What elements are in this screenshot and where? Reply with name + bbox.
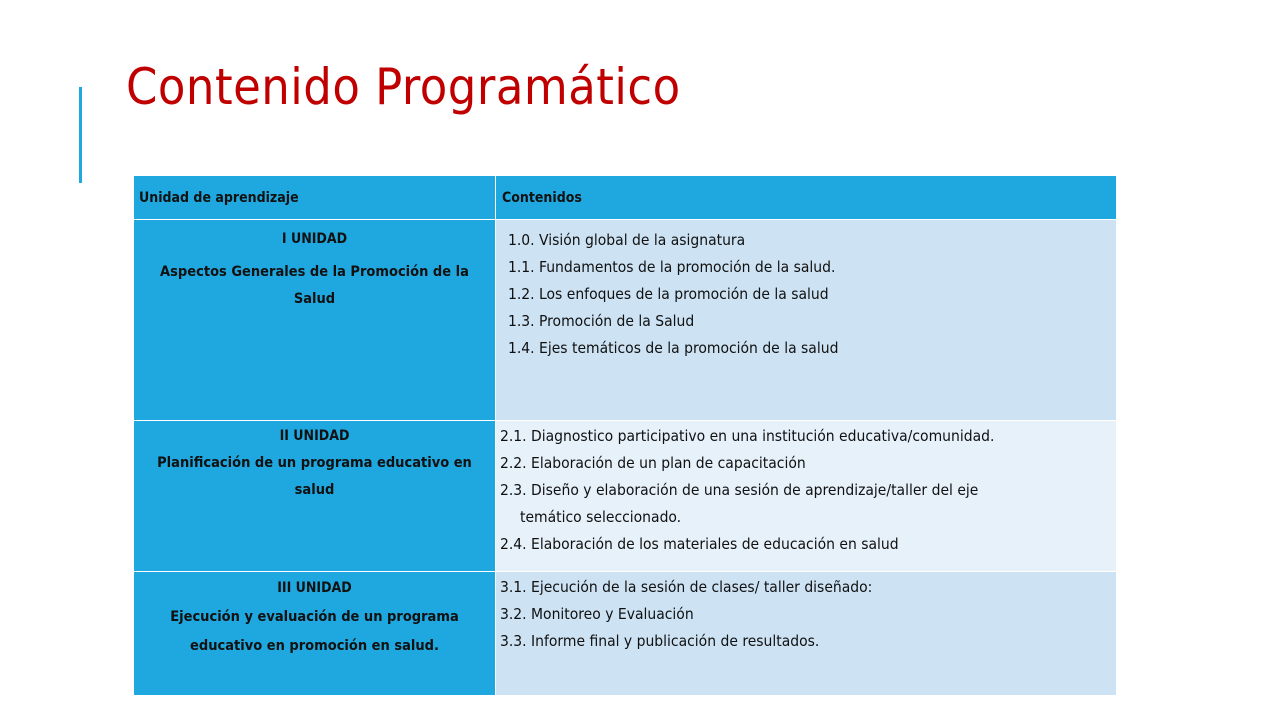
syllabus-table [133, 175, 1117, 696]
contents-cell [496, 421, 1117, 572]
content-item: 2.1. Diagnostico participativo en una institución educativa/comunidad. [500, 427, 995, 445]
header-contents: Contenidos [496, 176, 1117, 220]
table-row [134, 572, 1117, 696]
content-item: 3.1. Ejecución de la sesión de clases/ taller diseñado: [500, 578, 873, 596]
unit-cell [134, 572, 496, 696]
unit-title: Planificación de un programa educativo en salud [157, 455, 472, 498]
table-row [134, 220, 1117, 421]
content-item: 1.4. Ejes temáticos de la promoción de la salud [508, 339, 839, 357]
slide-title: Contenido Programático [126, 58, 681, 116]
content-item: 1.3. Promoción de la Salud [508, 312, 695, 330]
unit-title: Ejecución y evaluación de un programa educativo en promoción en salud. [170, 609, 459, 654]
content-item: 1.2. Los enfoques de la promoción de la salud [508, 285, 829, 303]
unit-title: Aspectos Generales de la Promoción de la Salud [160, 264, 469, 307]
content-item: 3.3. Informe final y publicación de resultados. [500, 632, 820, 650]
contents-cell [496, 220, 1117, 421]
content-item: 1.1. Fundamentos de la promoción de la salud. [508, 258, 836, 276]
contents-cell [496, 572, 1117, 696]
content-item: 2.2. Elaboración de un plan de capacitación [500, 454, 806, 472]
content-item: temático seleccionado. [520, 508, 682, 526]
unit-cell [134, 220, 496, 421]
unit-number: II UNIDAD [279, 428, 350, 444]
content-item: 2.4. Elaboración de los materiales de educación en salud [500, 535, 899, 553]
content-item: 2.3. Diseño y elaboración de una sesión de aprendizaje/taller del eje [500, 481, 979, 499]
content-item: 1.0. Visión global de la asignatura [508, 231, 746, 249]
content-item: 3.2. Monitoreo y Evaluación [500, 605, 694, 623]
header-unit: Unidad de aprendizaje [134, 176, 496, 220]
table-row [134, 421, 1117, 572]
unit-number: I UNIDAD [281, 231, 348, 247]
unit-cell [134, 421, 496, 572]
unit-number: III UNIDAD [277, 580, 352, 596]
accent-bar [79, 87, 82, 183]
table-header-row [134, 176, 1117, 220]
